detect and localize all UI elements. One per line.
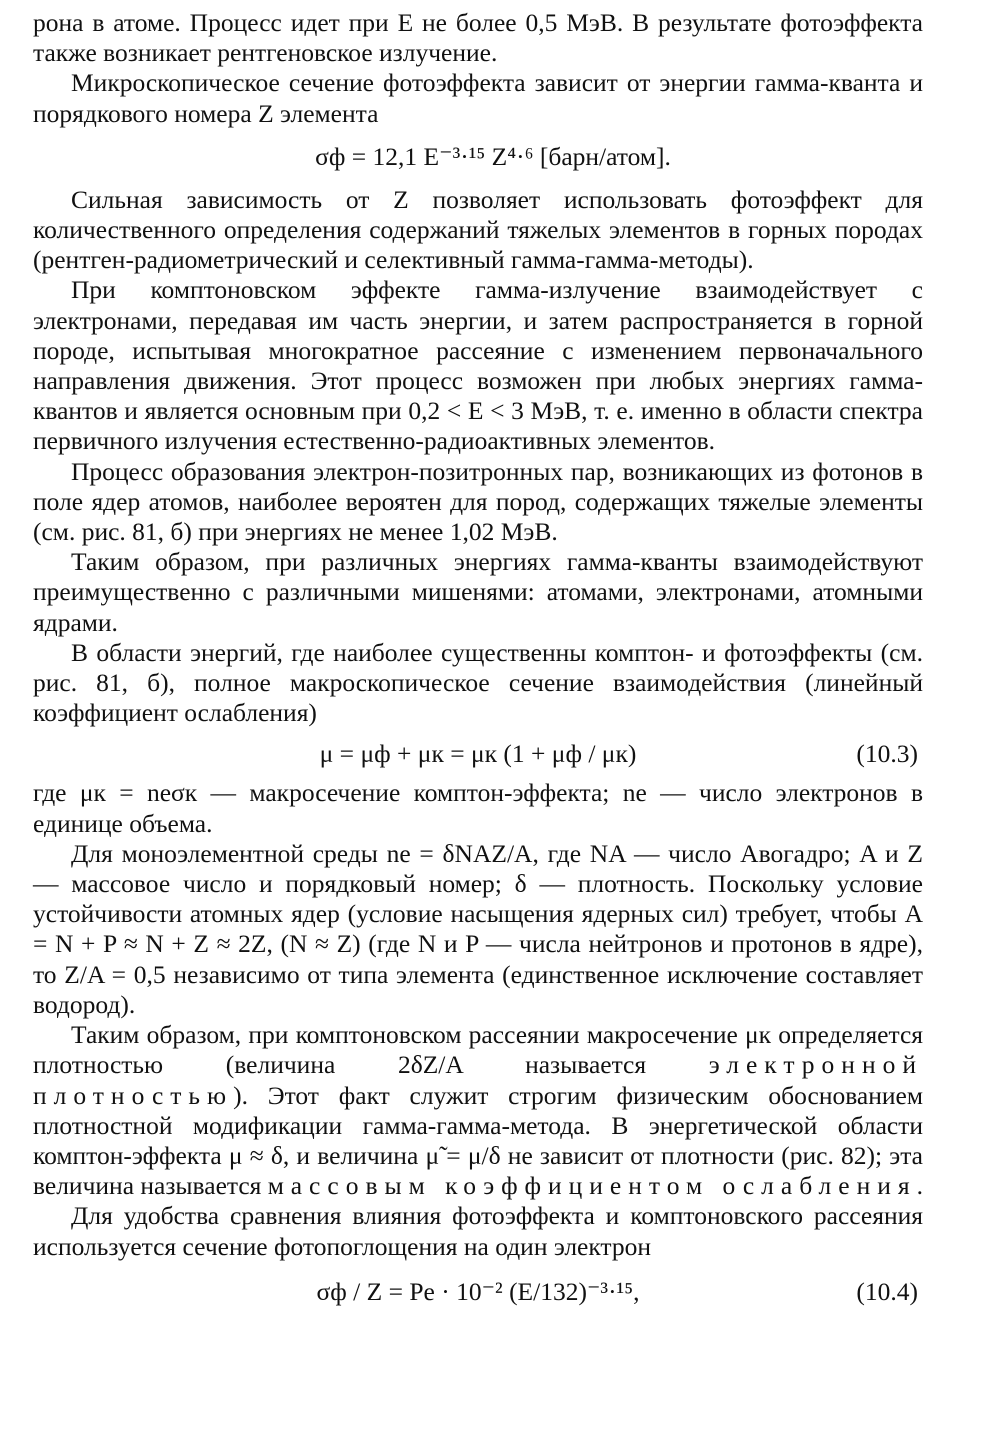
paragraph-5: Процесс образования электрон-позитронных пар, возникающих из фотонов в поле ядер атомов, наиболее вероятен для пород, содержащих тяжелые элементы (см. рис. 81, б) при энергиях не менее 1,02 МэВ.	[33, 456, 923, 547]
paragraph-4: При комптоновском эффекте гамма-излучение взаимодействует с электронами, передавая им часть энергии, и затем распространяется в горной породе, испытывая многократное рассеяние с изменением первоначального направления движения. Этот процесс возможен при любых энергиях гамма-квантов и является основным при 0,2 < E < 3 МэВ, т. е. именно в области спектра первичного излучения естественно-радиоактивных элементов.	[33, 275, 923, 456]
paragraph-6: Таким образом, при различных энергиях гамма-кванты взаимодействуют преимущественно с различными мишенями: атомами, электронами, атомными ядрами.	[33, 547, 923, 637]
paragraph-11: Для удобства сравнения влияния фотоэффекта и комптоновского рассеяния используется сечение фотопоглощения на один электрон	[33, 1201, 923, 1261]
term-electron-density: электронной плотностью	[33, 1050, 923, 1110]
paragraph-7: В области энергий, где наиболее существенны комптон- и фотоэффекты (см. рис. 81, б), полное макроскопическое сечение взаимодействия (линейный коэффициент ослабления)	[33, 637, 923, 728]
paragraph-10	[33, 1020, 923, 1201]
equation-10-4	[33, 1270, 923, 1314]
page-text	[33, 8, 923, 1314]
paragraph-10-part-e: .	[916, 1171, 923, 1201]
paragraph-1: рона в атоме. Процесс идет при E не более 0,5 МэВ. В результате фотоэффекта также возникает рентгеновское излучение.	[33, 8, 923, 68]
paragraph-2: Микроскопическое сечение фотоэффекта зависит от энергии гамма-кванта и порядкового номера Z элемента	[33, 68, 923, 128]
paragraph-3: Сильная зависимость от Z позволяет использовать фотоэффект для количественного определения содержаний тяжелых элементов в горных породах (рентген-радиометрический и селективный гамма-гамма-методы).	[33, 184, 923, 275]
paragraph-10-part-a: Таким образом, при комптоновском рассеянии макросечение μк определяется плотностью (величина 2δZ/A называется	[33, 1020, 923, 1080]
equation-10-3	[33, 732, 923, 776]
equation-formula: σф / Z = Pe · 10⁻² (E/132)⁻³·¹⁵,	[316, 1276, 640, 1306]
paragraph-8: где μк = neσк — макросечение комптон-эффекта; ne — число электронов в единице объема.	[33, 778, 923, 838]
equation-formula: μ = μф + μк = μк (1 + μф / μк)	[319, 739, 637, 769]
term-mass-attenuation-coefficient: массовым коэффициентом ослабления	[267, 1171, 917, 1201]
equation-formula: σф = 12,1 E⁻³·¹⁵ Z⁴·⁶ [барн/атом].	[315, 141, 671, 171]
equation-number: (10.4)	[856, 1276, 918, 1306]
paragraph-9: Для моноэлементной среды ne = δNAZ/A, где NA — число Авогадро; A и Z — массовое число и порядковый номер; δ — плотность. Поскольку условие устойчивости атомных ядер (условие насыщения ядерных сил) требует, чтобы A = N + P ≈ N + Z ≈ 2Z, (N ≈ Z) (где N и P — числа нейтронов и протонов в ядре), то Z/A = 0,5 независимо от типа элемента (единственное исключение составляет водород).	[33, 838, 923, 1019]
equation-number: (10.3)	[856, 739, 918, 769]
paragraph-10-part-c: ). Этот факт служит строгим физическим обоснованием плотностной модификации гамма-гамма-метода. В энергетической области комптон-эффекта μ ≈ δ, и величина μ̃ = μ/δ не зависит от плотности (рис. 82); эта величина называется	[33, 1080, 923, 1201]
equation-photoeffect-cross-section	[33, 135, 923, 179]
